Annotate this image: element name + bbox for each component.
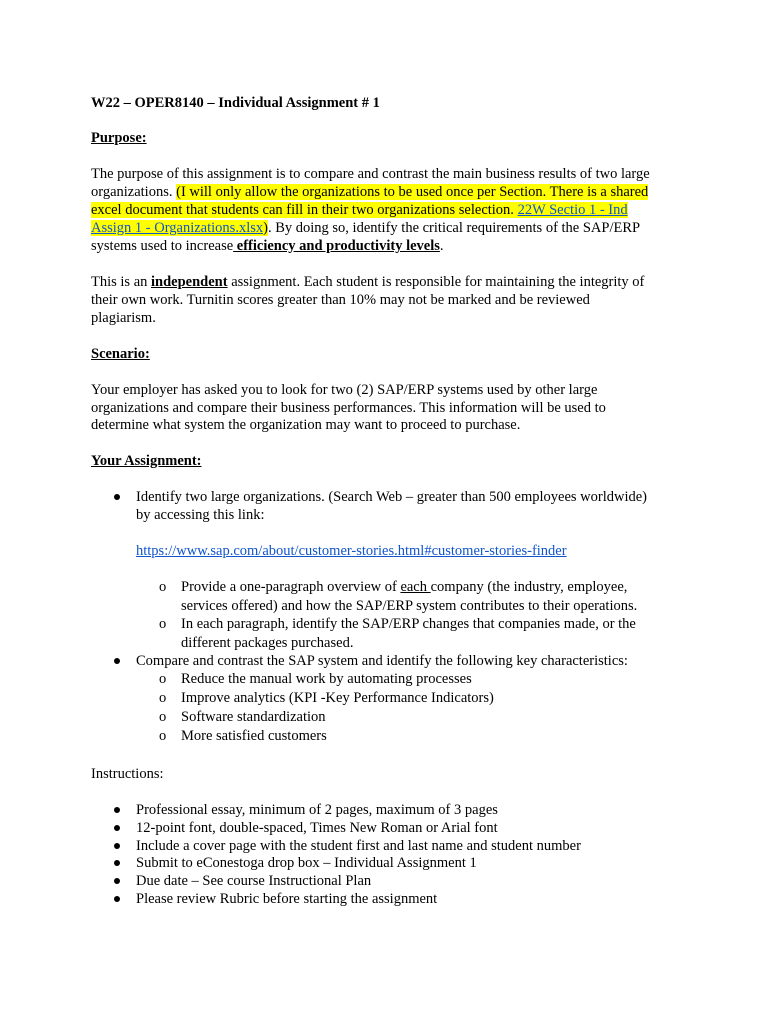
instruction-item: Due date – See course Instructional Plan (136, 873, 372, 889)
sub-bullet-icon: o (159, 616, 167, 632)
sub-item-1-line-1 (181, 578, 627, 596)
sub-bullet-icon: o (159, 671, 167, 687)
sub-item-1-underline: each (400, 579, 431, 595)
independent-line-3: plagiarism. (91, 310, 156, 326)
assignment-item-1-line-1: Identify two large organizations. (Search Web – greater than 500 employees worldwide) (136, 489, 648, 505)
purpose-highlight-1: (I will only allow the organizations to be used once per Section. There is a shared (176, 184, 649, 200)
document-title: W22 – OPER8140 – Individual Assignment # 1 (91, 95, 380, 111)
independent-text-pre: This is an (91, 274, 152, 290)
scenario-line-2: organizations and compare their business performances. This information will be used to (91, 400, 606, 416)
scenario-heading: Scenario: (91, 346, 150, 362)
bullet-icon (114, 878, 120, 884)
sub-item-1-pre: Provide a one-paragraph overview of (181, 579, 401, 595)
independent-text-post: assignment. Each student is responsible for maintaining the integrity of (227, 274, 645, 290)
characteristic-item: Software standardization (181, 709, 326, 725)
purpose-heading: Purpose: (91, 130, 147, 146)
bullet-icon (114, 843, 120, 849)
assignment-heading: Your Assignment: (91, 453, 202, 469)
independent-line-1 (91, 273, 644, 291)
purpose-period: . (439, 238, 444, 254)
characteristic-item: Improve analytics (KPI -Key Performance Indicators) (181, 690, 494, 706)
characteristic-item: Reduce the manual work by automating processes (181, 671, 472, 687)
purpose-emphasis: efficiency and productivity levels (233, 238, 440, 254)
sub-bullet-icon: o (159, 690, 167, 706)
organizations-sheet-link-part-2[interactable]: Assign 1 - Organizations.xlsx (91, 220, 264, 236)
assignment-item-1-line-2: by accessing this link: (136, 507, 265, 523)
purpose-text-1: The purpose of this assignment is to compare and contrast the main business results of two large (91, 166, 650, 182)
purpose-line-1 (91, 165, 650, 183)
sap-customer-stories-link[interactable]: https://www.sap.com/about/customer-stories.html#customer-stories-finder (136, 543, 567, 559)
sub-item-2-line-1: In each paragraph, identify the SAP/ERP changes that companies made, or the (181, 616, 636, 632)
bullet-icon (114, 896, 120, 902)
purpose-text-2: organizations. (91, 184, 177, 200)
sub-item-2-line-2: different packages purchased. (181, 635, 354, 651)
purpose-highlight-close: ) (263, 220, 268, 236)
characteristic-item: More satisfied customers (181, 728, 327, 744)
organizations-sheet-link-part-1[interactable]: 22W Sectio 1 - Ind (517, 202, 628, 218)
sub-bullet-icon: o (159, 728, 167, 744)
assignment-item-2: Compare and contrast the SAP system and identify the following key characteristics: (136, 653, 628, 669)
independent-emphasis: independent (151, 274, 228, 290)
sub-bullet-icon: o (159, 579, 167, 595)
sub-bullet-icon: o (159, 709, 167, 725)
purpose-text-5: systems used to increase (91, 238, 234, 254)
instruction-item: Professional essay, minimum of 2 pages, maximum of 3 pages (136, 802, 498, 818)
instruction-item: Submit to eConestoga drop box – Individual Assignment 1 (136, 855, 477, 871)
bullet-icon (114, 825, 120, 831)
sub-item-1-post: company (the industry, employee, (430, 579, 628, 595)
purpose-line-5 (91, 237, 444, 255)
bullet-icon (114, 860, 120, 866)
purpose-text-4: . By doing so, identify the critical requirements of the SAP/ERP (267, 220, 641, 236)
purpose-line-2 (91, 183, 648, 201)
purpose-highlight-2: excel document that students can fill in their two organizations selection. (91, 202, 518, 218)
instruction-item: Please review Rubric before starting the assignment (136, 891, 438, 907)
bullet-icon (114, 494, 120, 500)
scenario-line-3: determine what system the organization may want to proceed to purchase. (91, 417, 521, 433)
bullet-icon (114, 807, 120, 813)
instruction-item: 12-point font, double-spaced, Times New Roman or Arial font (136, 820, 498, 836)
instructions-heading: Instructions: (91, 766, 164, 782)
scenario-line-1: Your employer has asked you to look for two (2) SAP/ERP systems used by other large (91, 382, 598, 398)
independent-line-2: their own work. Turnitin scores greater than 10% may not be marked and be reviewed (91, 292, 590, 308)
bullet-icon (114, 658, 120, 664)
purpose-line-3 (91, 201, 628, 219)
sub-item-1-line-2: services offered) and how the SAP/ERP system contributes to their operations. (181, 598, 638, 614)
purpose-line-4 (91, 219, 640, 237)
instruction-item: Include a cover page with the student first and last name and student number (136, 838, 581, 854)
